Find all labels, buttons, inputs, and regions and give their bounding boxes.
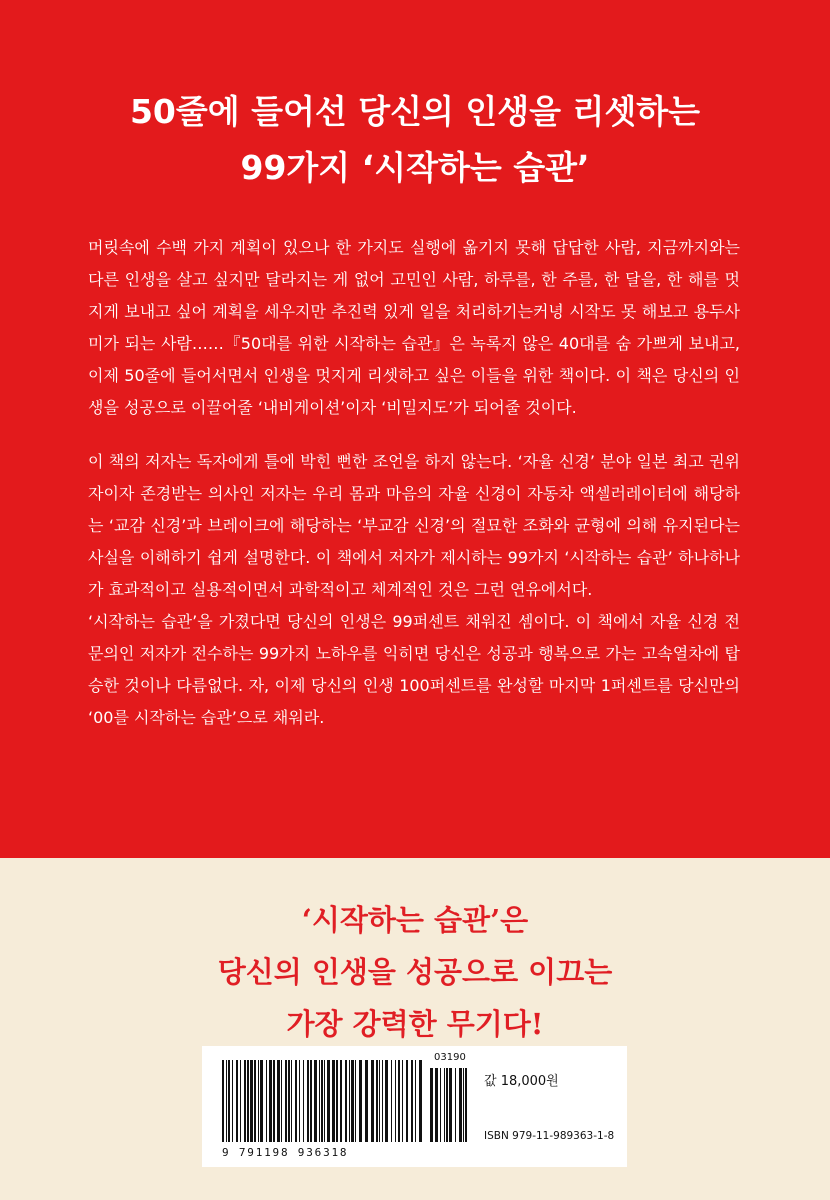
paragraph-1: 머릿속에 수백 가지 계획이 있으나 한 가지도 실행에 옮기지 못해 답답한 사람, 지금까지와는 다른 인생을 살고 싶지만 달라지는 게 없어 고민인 사람, 하루를, 한 주를, 한 달을, 한 해를 멋지게 보내고 싶어 계획을 세우지만 추진력 있게 일을 처리하기는커녕 시작도 못 해보고 용두사미가 되는 사람……『50대를 위한 시작하는 습관』은 녹록지 않은 40대를 숨 가쁘게 보내고, 이제 50줄에 들어서면서 인생을 멋지게 리셋하고 싶은 이들을 위한 책이다. 이 책은 당신의 인생을 성공으로 이끌어줄 ‘내비게이션’이자 ‘비밀지도’가 되어줄 것이다. bbox=[88, 238, 740, 417]
barcode-bar bbox=[349, 1060, 350, 1142]
isbn-label: ISBN 979-11-989363-1-8 bbox=[484, 1130, 615, 1142]
paragraph-2: 이 책의 저자는 독자에게 틀에 박힌 뻔한 조언을 하지 않는다. ‘자율 신경’ 분야 일본 최고 권위자이자 존경받는 의사인 저자는 우리 몸과 마음의 자율 신경이 자동차 액셀러레이터에 해당하는 ‘교감 신경’과 브레이크에 해당하는 ‘부교감 신경’의 절묘한 조화와 균형에 의해 유지된다는 사실을 이해하기 쉽게 설명한다. 이 책에서 저자가 제시하는 99가지 ‘시작하는 습관’ 하나하나가 효과적이고 실용적이면서 과학적이고 체계적인 것은 그런 연유에서다. bbox=[88, 452, 740, 599]
barcode-bar bbox=[291, 1060, 292, 1142]
barcode-bar bbox=[222, 1060, 224, 1142]
barcode-bar bbox=[288, 1060, 290, 1142]
barcode-bar bbox=[411, 1060, 413, 1142]
barcode-bar bbox=[365, 1060, 368, 1142]
barcode-bar bbox=[269, 1060, 272, 1142]
barcode-bar bbox=[444, 1068, 445, 1142]
barcode-addon-code: 03190 bbox=[434, 1052, 466, 1063]
barcode-bar bbox=[295, 1060, 297, 1142]
barcode-bar bbox=[435, 1068, 438, 1142]
cream-panel bbox=[0, 858, 830, 1200]
price-label: 값 18,000원 bbox=[484, 1074, 559, 1089]
barcode-bar bbox=[303, 1060, 304, 1142]
slogan-line-1: ‘시작하는 습관’은 bbox=[301, 903, 529, 937]
headline bbox=[0, 84, 830, 196]
barcode-bar bbox=[406, 1060, 408, 1142]
barcode-bar bbox=[398, 1060, 400, 1142]
barcode-box bbox=[202, 1046, 627, 1167]
barcode-bar bbox=[299, 1060, 300, 1142]
barcode-bar bbox=[250, 1060, 253, 1142]
barcode-bar bbox=[336, 1060, 338, 1142]
barcode-bar bbox=[319, 1060, 320, 1142]
headline-line-2: 99가지 ‘시작하는 습관’ bbox=[240, 148, 590, 187]
barcode-bar bbox=[379, 1060, 380, 1142]
barcode-bar bbox=[440, 1068, 441, 1142]
barcode-addon-bars bbox=[430, 1068, 474, 1142]
barcode-bar bbox=[285, 1060, 287, 1142]
barcode-bars bbox=[222, 1060, 424, 1142]
barcode-bar bbox=[226, 1060, 227, 1142]
barcode-bar bbox=[228, 1060, 230, 1142]
barcode-bar bbox=[340, 1060, 342, 1142]
barcode-bar bbox=[391, 1060, 392, 1142]
slogan-line-2: 당신의 인생을 성공으로 이끄는 bbox=[217, 955, 613, 989]
barcode-bar bbox=[446, 1068, 448, 1142]
barcode-bar bbox=[260, 1060, 263, 1142]
barcode-bar bbox=[355, 1060, 356, 1142]
barcode-bar bbox=[449, 1068, 452, 1142]
barcode-bar bbox=[324, 1060, 325, 1142]
barcode-bar bbox=[455, 1068, 456, 1142]
barcode-bar bbox=[327, 1060, 330, 1142]
barcode-bar bbox=[345, 1060, 347, 1142]
barcode-bar bbox=[332, 1060, 335, 1142]
barcode-bar bbox=[371, 1060, 374, 1142]
barcode-bar bbox=[359, 1060, 362, 1142]
barcode-bar bbox=[459, 1068, 462, 1142]
barcode-bar bbox=[258, 1060, 259, 1142]
barcode-bar bbox=[395, 1060, 396, 1142]
barcode-bar bbox=[244, 1060, 246, 1142]
barcode-bar bbox=[310, 1060, 312, 1142]
barcode-bar bbox=[430, 1068, 433, 1142]
barcode-bar bbox=[321, 1060, 323, 1142]
barcode-bar bbox=[419, 1060, 422, 1142]
barcode-bar bbox=[266, 1060, 267, 1142]
slogan-line-3: 가장 강력한 무기다! bbox=[286, 1007, 544, 1041]
slogan bbox=[0, 894, 830, 1050]
barcode-bar bbox=[351, 1060, 354, 1142]
barcode-digits: 9 791198 936318 bbox=[222, 1146, 349, 1159]
barcode-bar bbox=[307, 1060, 309, 1142]
barcode-bar bbox=[415, 1060, 416, 1142]
barcode-bar bbox=[254, 1060, 256, 1142]
barcode-bar bbox=[273, 1060, 275, 1142]
barcode-bar bbox=[281, 1060, 282, 1142]
barcode-bar bbox=[385, 1060, 388, 1142]
barcode-bar bbox=[247, 1060, 249, 1142]
barcode-bar bbox=[376, 1060, 378, 1142]
barcode-bar bbox=[402, 1060, 403, 1142]
barcode-bar bbox=[465, 1068, 467, 1142]
description-text bbox=[88, 232, 740, 734]
barcode-bar bbox=[463, 1068, 464, 1142]
paragraph-3: ‘시작하는 습관’을 가졌다면 당신의 인생은 99퍼센트 채워진 셈이다. 이 책에서 자율 신경 전문의인 저자가 전수하는 99가지 노하우를 익히면 당신은 성공과 행복으로 가는 고속열차에 탑승한 것이나 다름없다. 자, 이제 당신의 인생 100퍼센트를 완성할 마지막 1퍼센트를 당신만의 ‘00를 시작하는 습관’으로 채워라. bbox=[88, 612, 740, 727]
barcode-bar bbox=[236, 1060, 238, 1142]
barcode-bar bbox=[240, 1060, 241, 1142]
barcode-bar bbox=[314, 1060, 317, 1142]
headline-line-1: 50줄에 들어선 당신의 인생을 리셋하는 bbox=[129, 92, 701, 131]
barcode-bar bbox=[232, 1060, 233, 1142]
barcode-bar bbox=[277, 1060, 280, 1142]
barcode-bar bbox=[382, 1060, 383, 1142]
